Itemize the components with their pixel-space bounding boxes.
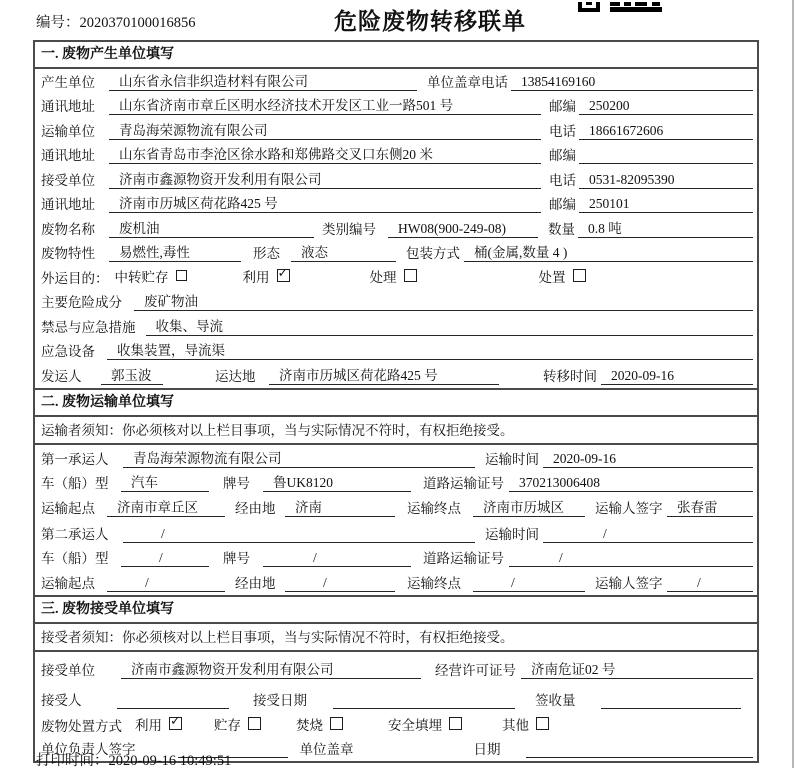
purpose-option-label: 处置 [538, 269, 566, 285]
disposal-method-label: 废物处置方式 [41, 718, 122, 734]
waste-character-value: 易燃性,毒性 [109, 241, 241, 262]
acceptor-row [35, 682, 757, 712]
zip-value [579, 149, 753, 164]
zip-label: 邮编 [549, 197, 576, 212]
road-permit-label: 道路运输证号 [423, 476, 504, 491]
zip-label: 邮编 [549, 99, 576, 114]
received-qty-value [601, 694, 741, 709]
accept-date-value [333, 694, 515, 709]
via-value: 济南 [285, 496, 395, 517]
disposal-option-incinerate [296, 714, 343, 735]
unit-seal-label: 单位盖章 [299, 741, 354, 757]
disposal-option-utilize [135, 714, 182, 735]
print-time-label: 打印时间： [36, 753, 109, 769]
packing-value: 桶(金属,数量 4 ) [464, 241, 753, 262]
hazard-component-value: 废矿物油 [134, 290, 753, 311]
transporter-label: 运输单位 [41, 123, 95, 139]
checkbox-icon [536, 717, 549, 730]
zip-value: 250101 [579, 196, 753, 213]
road-permit-label: 道路运输证号 [423, 551, 504, 566]
disposal-option-label: 其他 [502, 717, 529, 733]
leader-signature-label: 单位负责人签字 [41, 741, 136, 757]
emergency-equipment-label: 应急设备 [41, 344, 95, 359]
purpose-option-dispose [539, 266, 586, 287]
purpose-option-utilize [243, 266, 290, 287]
taboo-measures-value: 收集、导流 [146, 315, 754, 336]
vehicle-type-row-2 [35, 546, 757, 571]
vehicle-type-value: / [121, 550, 209, 567]
disposal-option-label: 安全填埋 [388, 717, 442, 733]
origin-label: 运输起点 [41, 500, 95, 516]
category-code-value: HW08(900-249-08) [388, 221, 538, 238]
vehicle-type-row [35, 471, 757, 496]
address-value: 山东省青岛市李沧区徐水路和郑佛路交叉口东侧20 米 [109, 143, 541, 164]
disposal-option-label: 焚烧 [296, 717, 323, 733]
second-carrier-row [35, 520, 757, 546]
license-number-value: 济南危证02 号 [521, 658, 753, 679]
plate-number-value: 鲁UK8120 [263, 471, 411, 492]
acceptor-value [117, 694, 229, 709]
waste-character-label: 废物特性 [41, 246, 95, 261]
first-carrier-label: 第一承运人 [41, 451, 109, 467]
accept-date-label: 接受日期 [253, 692, 307, 708]
receiver-value: 济南市鑫源物资开发利用有限公司 [109, 168, 541, 189]
phone-label: 电话 [549, 172, 576, 188]
transfer-time-label: 转移时间 [543, 368, 597, 384]
vehicle-type-label: 车（船）型 [41, 476, 109, 491]
qr-code-fragment-icon [578, 0, 668, 16]
address-value: 山东省济南市章丘区明水经济技术开发区工业一路501 号 [109, 94, 541, 115]
transport-route-row-2 [35, 570, 757, 595]
checkbox-icon [449, 717, 462, 730]
address-label: 通讯地址 [41, 99, 95, 114]
transporter-row [35, 118, 757, 143]
checkbox-icon [248, 717, 261, 730]
section1-heading: 一. 废物产生单位填写 [35, 42, 757, 69]
phone-label: 电话 [481, 74, 508, 90]
phone-value: 18661672606 [579, 123, 753, 140]
acceptor-label: 接受人 [41, 692, 82, 708]
date-label: 日期 [473, 741, 501, 757]
sender-label: 发运人 [41, 368, 82, 384]
carrier-sign-label: 运输人签字 [595, 500, 663, 516]
second-carrier-label: 第二承运人 [41, 526, 109, 542]
vehicle-type-value: 汽车 [121, 471, 209, 492]
producer-address-row [35, 94, 757, 119]
purpose-option-label: 处理 [369, 269, 397, 285]
address-label: 通讯地址 [41, 148, 95, 163]
address-label: 通讯地址 [41, 197, 95, 212]
waste-name-value: 废机油 [109, 217, 314, 238]
checkbox-icon [176, 270, 187, 281]
serial-value: 2020370100016856 [79, 15, 196, 31]
purpose-option-storage [115, 266, 187, 287]
producer-label: 产生单位 [41, 74, 95, 90]
page-scan-edge-line [792, 0, 794, 768]
receiver-row [35, 167, 757, 192]
purpose-option-treat [370, 266, 417, 287]
sender-row [35, 363, 757, 388]
transfer-purpose-label: 外运目的： [41, 270, 109, 286]
phone-value: 0531-82095390 [579, 172, 753, 189]
physical-form-value: 液态 [291, 241, 396, 262]
date-value [526, 743, 754, 758]
disposal-option-label: 利用 [135, 717, 162, 733]
section3-heading: 三. 废物接受单位填写 [35, 595, 757, 624]
waste-name-row [35, 216, 757, 241]
section2-heading: 二. 废物运输单位填写 [35, 388, 757, 417]
origin-value: 济南市章丘区 [107, 496, 225, 517]
taboo-measures-row [35, 314, 757, 339]
quantity-label: 数量 [548, 221, 575, 237]
disposal-option-landfill [388, 714, 462, 735]
second-carrier-value: / [123, 526, 475, 543]
waste-name-label: 废物名称 [41, 221, 95, 237]
transporter-address-row [35, 143, 757, 168]
emergency-equipment-row [35, 339, 757, 364]
transport-time-value: / [543, 526, 753, 543]
phone-value: 13854169160 [511, 74, 753, 91]
producer-value: 山东省永信非织造材料有限公司 [109, 70, 417, 91]
receiver-address-row [35, 192, 757, 217]
carrier-sign-label: 运输人签字 [595, 575, 663, 591]
zip-value: 250200 [579, 98, 753, 115]
phone-label: 电话 [549, 123, 576, 139]
road-permit-value: 370213006408 [509, 475, 753, 492]
transfer-time-value: 2020-09-16 [601, 368, 753, 385]
origin-label: 运输起点 [41, 575, 95, 591]
via-value: / [285, 575, 395, 592]
plate-number-label: 牌号 [223, 551, 250, 566]
accept-unit-row [35, 652, 757, 682]
transport-route-row [35, 495, 757, 520]
serial-label: 编号： [36, 15, 80, 31]
via-label: 经由地 [235, 575, 276, 591]
physical-form-label: 形态 [253, 246, 280, 261]
accept-unit-label: 接受单位 [41, 662, 95, 678]
checkbox-icon [573, 269, 586, 282]
emergency-equipment-value: 收集装置，导流渠 [107, 339, 753, 360]
print-time [36, 749, 231, 770]
checkbox-icon [330, 717, 343, 730]
endpoint-value: / [473, 575, 585, 592]
disposal-option-other [502, 714, 549, 735]
plate-number-label: 牌号 [223, 476, 250, 491]
taboo-measures-label: 禁忌与应急措施 [41, 319, 136, 335]
checkbox-checked-icon [277, 269, 290, 282]
transport-time-value: 2020-09-16 [543, 451, 753, 468]
transporter-value: 青岛海荣源物流有限公司 [109, 119, 541, 140]
first-carrier-value: 青岛海荣源物流有限公司 [123, 447, 475, 468]
transporter-notice: 运输者须知：你必须核对以上栏目事项，当与实际情况不符时，有权拒绝接受。 [35, 417, 757, 445]
destination-value: 济南市历城区荷花路425 号 [269, 364, 499, 385]
license-number-label: 经营许可证号 [435, 662, 516, 678]
purpose-option-label: 利用 [242, 269, 270, 285]
disposal-method-row [35, 712, 757, 738]
carrier-sign-value: / [667, 575, 753, 592]
origin-value: / [107, 575, 225, 592]
purpose-option-label: 中转贮存 [114, 269, 169, 285]
first-carrier-row [35, 445, 757, 471]
via-label: 经由地 [235, 500, 276, 516]
document-header [0, 0, 796, 40]
plate-number-value: / [263, 550, 411, 567]
waste-character-row [35, 241, 757, 266]
transfer-purpose-row [35, 265, 757, 290]
receiver-notice: 接受者须知：你必须核对以上栏目事项，当与实际情况不符时，有权拒绝接受。 [35, 624, 757, 652]
road-permit-value: / [509, 550, 753, 567]
receiver-label: 接受单位 [41, 172, 95, 188]
transport-time-label: 运输时间 [485, 451, 539, 467]
accept-unit-value: 济南市鑫源物资开发利用有限公司 [121, 658, 421, 679]
page-title: 危险废物转移联单 [334, 9, 526, 34]
vehicle-type-label: 车（船）型 [41, 551, 109, 566]
sender-value: 郭玉波 [101, 364, 163, 385]
hazard-component-label: 主要危险成分 [41, 295, 122, 310]
received-qty-label: 签收量 [535, 692, 576, 708]
endpoint-label: 运输终点 [407, 500, 461, 516]
checkbox-icon [404, 269, 417, 282]
address-value: 济南市历城区荷花路425 号 [109, 192, 541, 213]
carrier-sign-value: 张春雷 [667, 496, 753, 517]
quantity-value: 0.8 吨 [578, 217, 753, 238]
disposal-option-store [214, 714, 261, 735]
hazard-component-row [35, 290, 757, 315]
endpoint-label: 运输终点 [407, 575, 461, 591]
unit-seal-label: 单位盖章 [427, 74, 481, 90]
destination-label: 运达地 [215, 368, 256, 384]
disposal-option-label: 贮存 [214, 717, 241, 733]
transfer-manifest-form [33, 40, 759, 763]
checkbox-checked-icon [169, 717, 182, 730]
print-time-value: 2020-09-16 10:49:51 [108, 753, 232, 769]
endpoint-value: 济南市历城区 [473, 496, 585, 517]
packing-label: 包装方式 [406, 246, 460, 261]
category-code-label: 类别编号 [322, 221, 376, 237]
transport-time-label: 运输时间 [485, 526, 539, 542]
producer-row [35, 69, 757, 94]
zip-label: 邮编 [549, 148, 576, 163]
